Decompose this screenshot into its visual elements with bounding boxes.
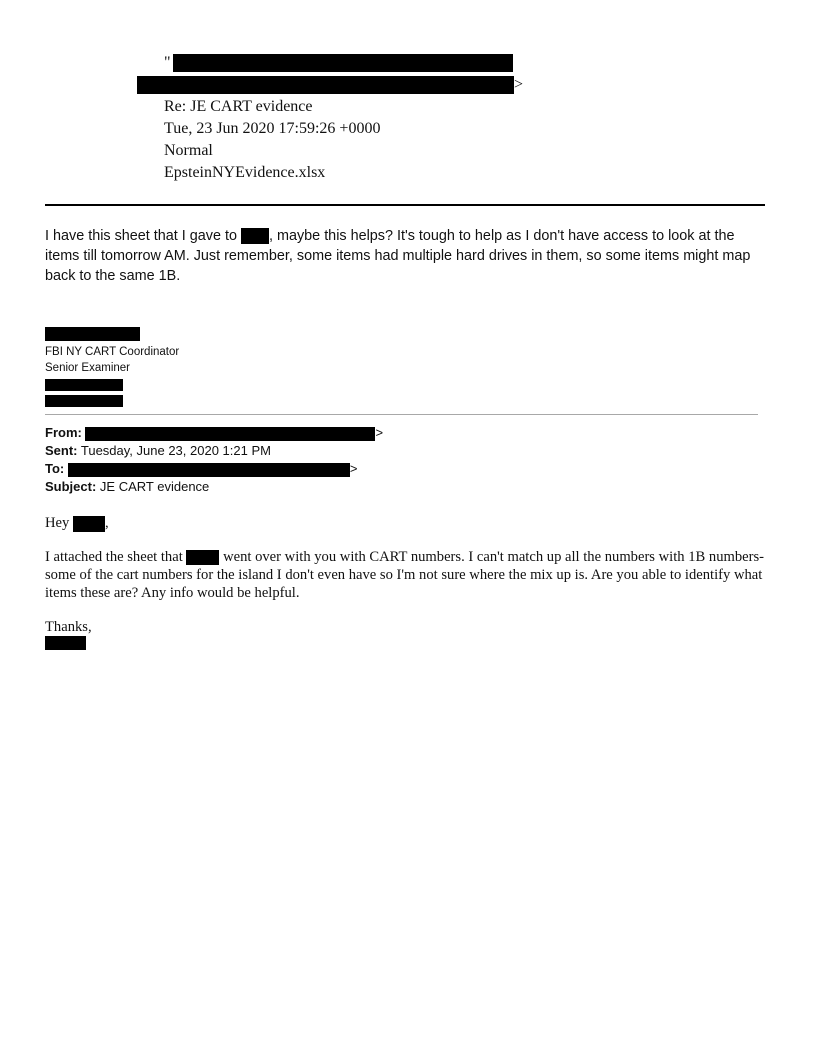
closing: Thanks, (45, 619, 92, 635)
reply-text-part2: , maybe this helps? It's tough to help as I don't have access to look at the items till tomorrow AM. Just remember, some items had multiple hard drives in them, so some items might map back to the same 1B. (45, 228, 751, 284)
reply-text-part1: I have this sheet that I gave to (45, 228, 241, 244)
from-tail: > (514, 76, 524, 93)
redaction-block (173, 54, 513, 72)
forwarded-to-label: To: (45, 461, 65, 476)
redaction-block (45, 379, 123, 391)
redaction-block (45, 636, 86, 650)
redaction-block (45, 327, 140, 341)
forwarded-sent-label: Sent: (45, 443, 78, 458)
forwarded-from-row (45, 424, 383, 442)
redaction-block (186, 550, 219, 565)
greeting-suffix: , (104, 515, 109, 531)
subject-value: Re: JE CART evidence (164, 98, 313, 115)
forwarded-from-label: From: (45, 425, 82, 440)
greeting (45, 514, 775, 532)
header-divider (45, 204, 765, 206)
signature-block (45, 327, 179, 407)
forwarded-to-row (45, 460, 383, 478)
redaction-block (85, 427, 375, 441)
redaction-block (68, 463, 350, 477)
reply-body (45, 226, 760, 286)
greeting-prefix: Hey (45, 515, 73, 531)
forwarded-from-tail: > (375, 425, 384, 440)
redaction-block (137, 76, 514, 94)
forwarded-subject-label: Subject: (45, 479, 97, 494)
forwarded-header (45, 424, 383, 496)
from-quote: " (164, 54, 171, 71)
original-message (45, 514, 775, 650)
signature-role: Senior Examiner (45, 362, 131, 374)
signature-title: FBI NY CART Coordinator (45, 346, 180, 358)
redaction-block (241, 228, 269, 244)
redaction-block (45, 395, 123, 407)
forwarded-sent-value: Tuesday, June 23, 2020 1:21 PM (80, 443, 271, 458)
importance-value: Normal (164, 142, 213, 159)
date-value: Tue, 23 Jun 2020 17:59:26 +0000 (164, 120, 381, 137)
original-body-part2: went over with you with CART numbers. I can't match up all the numbers with 1B numbers- some of the cart numbers for the island I don't even have so I'm not sure where the mix up is. Are you able to identify what items these are? Any info would be helpful. (45, 549, 765, 601)
original-body-part1: I attached the sheet that (45, 549, 187, 565)
forwarded-sent-row (45, 442, 383, 460)
forwarded-to-tail: > (349, 461, 358, 476)
redaction-block (73, 516, 105, 532)
forwarded-subject-value: JE CART evidence (99, 479, 210, 494)
original-body (45, 548, 775, 602)
forwarded-subject-row (45, 478, 383, 496)
attachment-filename: EpsteinNYEvidence.xlsx (164, 164, 326, 181)
forward-divider (45, 414, 758, 415)
